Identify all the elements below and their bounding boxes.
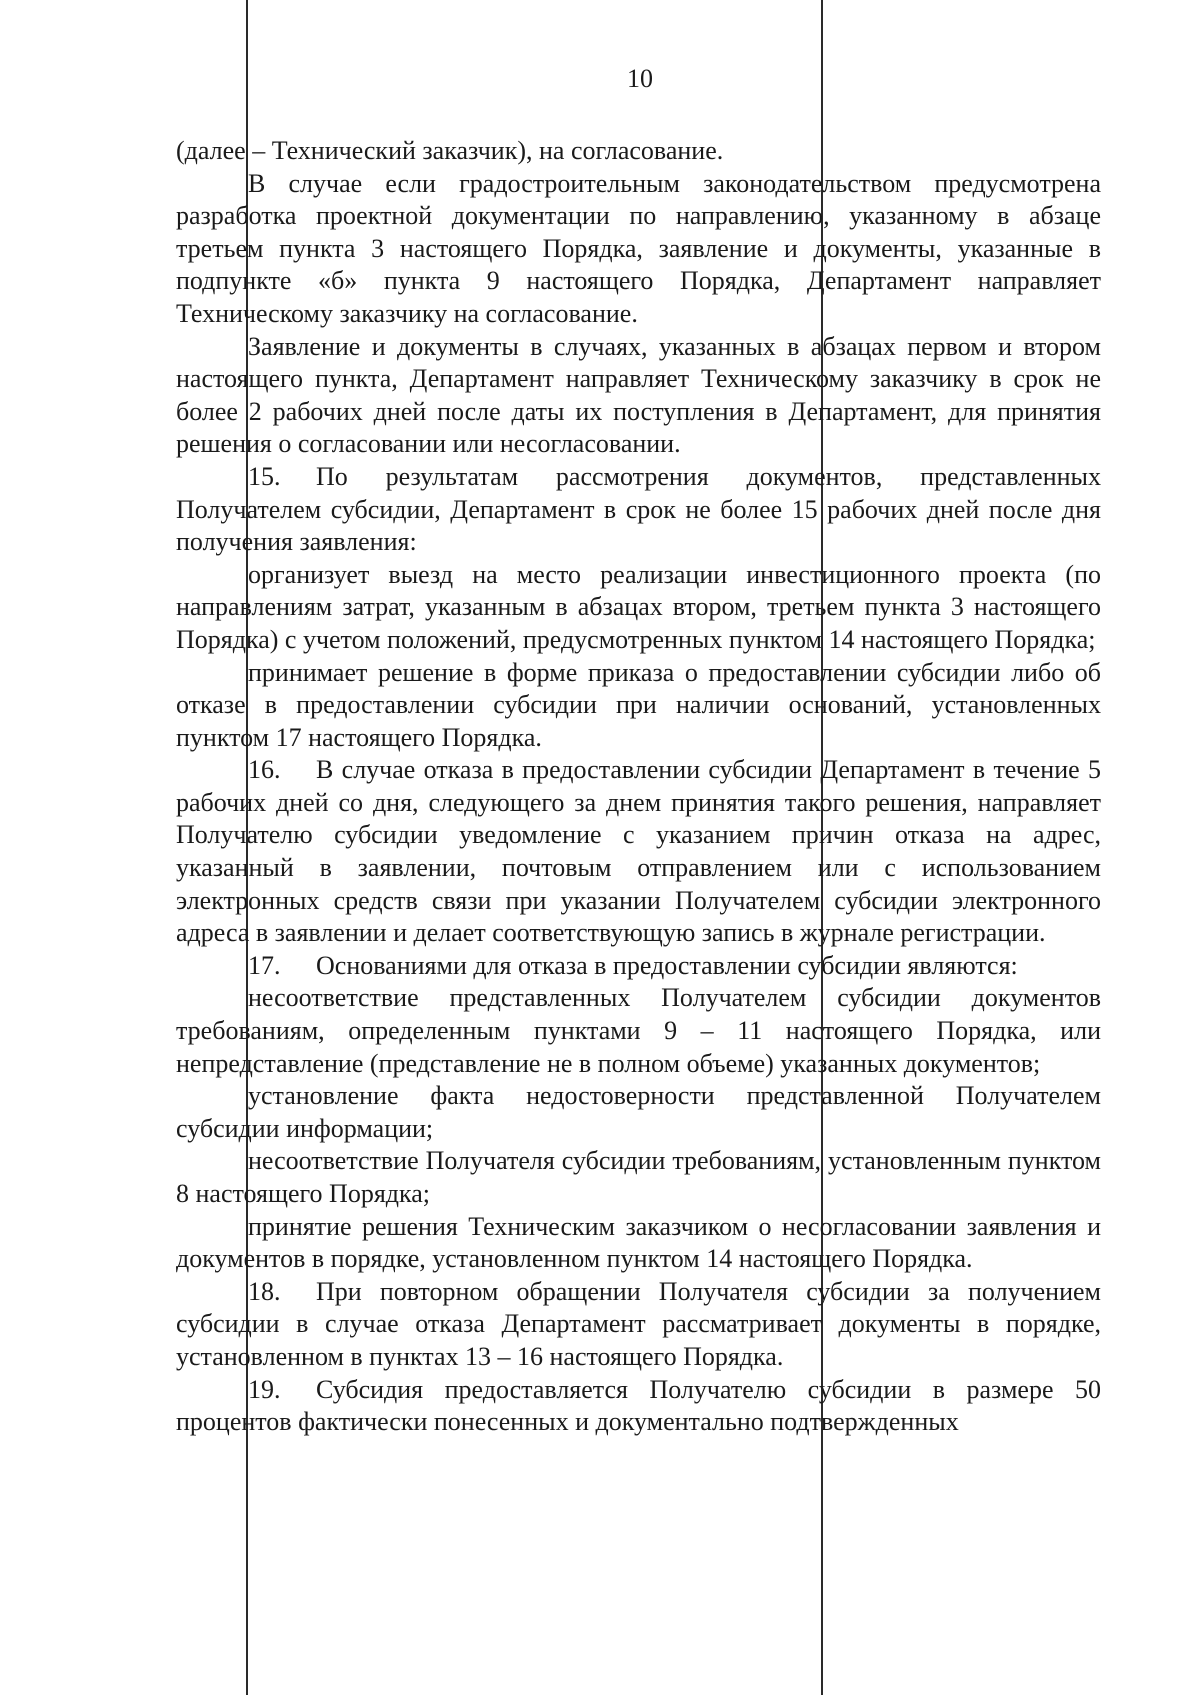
paragraph-text: По результатам рассмотрения документов, представленных Получателем субсидии, Департамент в срок не более 15 рабочих дней после дня получения заявления:: [176, 461, 1101, 557]
paragraph-number: 17.: [248, 950, 281, 980]
document-body: [176, 135, 1101, 1439]
paragraph-text: принимает решение в форме приказа о предоставлении субсидии либо об отказе в предоставлении субсидии при наличии оснований, установленных пунктом 17 настоящего Порядка.: [176, 657, 1101, 752]
paragraph: [176, 559, 1101, 657]
paragraph: [176, 1080, 1101, 1145]
paragraph-number: 19.: [248, 1374, 281, 1404]
paragraph: [176, 657, 1101, 755]
paragraph-text: (далее – Технический заказчик), на согласование.: [176, 136, 724, 165]
paragraph: [176, 331, 1101, 461]
paragraph: [176, 950, 1101, 983]
paragraph-number: 15.: [248, 461, 281, 491]
paragraph: [176, 135, 1101, 168]
paragraph: [176, 982, 1101, 1080]
paragraph-number: 18.: [248, 1276, 281, 1306]
paragraph: [176, 461, 1101, 559]
paragraph-text: Основаниями для отказа в предоставлении субсидии являются:: [316, 950, 1018, 980]
paragraph: [176, 168, 1101, 331]
paragraph: [176, 1211, 1101, 1276]
paragraph-text: При повторном обращении Получателя субсидии за получением субсидии в случае отказа Департамент рассматривает документы в порядке, установленном в пунктах 13 – 16 настоящего Порядка.: [176, 1276, 1101, 1371]
page-number: 10: [627, 64, 653, 93]
paragraph-text: несоответствие Получателя субсидии требованиям, установленным пунктом 8 настоящего Порядка;: [176, 1146, 1101, 1208]
paragraph-text: Заявление и документы в случаях, указанных в абзацах первом и втором настоящего пункта, Департамент направляет Техническому заказчику в срок не более 2 рабочих дней после даты их поступления в Департамент, для принятия решения о согласовании или несогласовании.: [176, 331, 1101, 459]
paragraph-text: несоответствие представленных Получателем субсидии документов требованиям, определенным пунктами 9 – 11 настоящего Порядка, или непредставление (представление не в полном объеме) указанных документов;: [176, 983, 1101, 1078]
paragraph-text: организует выезд на место реализации инвестиционного проекта (по направлениям затрат, указанным в абзацах втором, третьем пункта 3 настоящего Порядка) с учетом положений, предусмотренных пунктом 14 настоящего Порядка;: [176, 559, 1101, 654]
paragraph: [176, 1145, 1101, 1210]
paragraph-text: Субсидия предоставляется Получателю субсидии в размере 50 процентов фактически понесенных и документально подтвержденных: [176, 1374, 1101, 1437]
paragraph-text: установление факта недостоверности представленной Получателем субсидии информации;: [176, 1081, 1101, 1143]
paragraph-number: 16.: [248, 755, 281, 785]
paragraph: [176, 1276, 1101, 1374]
paragraph: [176, 754, 1101, 950]
paragraph: [176, 1374, 1101, 1439]
paragraph-text: принятие решения Техническим заказчиком о несогласовании заявления и документов в порядке, установленном пунктом 14 настоящего Порядка.: [176, 1211, 1101, 1274]
paragraph-text: В случае если градостроительным законодательством предусмотрена разработка проектной документации по направлению, указанному в абзаце третьем пункта 3 настоящего Порядка, заявление и документы, указанные в подпункте «б» пункта 9 настоящего Порядка, Департамент направляет Техническому заказчику на согласование.: [176, 168, 1101, 328]
paragraph-text: В случае отказа в предоставлении субсидии Департамент в течение 5 рабочих дней со дня, следующего за днем принятия такого решения, направляет Получателю субсидии уведомление с указанием причин отказа на адрес, указанный в заявлении, почтовым отправлением или с использованием электронных средств связи при указании Получателем субсидии электронного адреса в заявлении и делает соответствующую запись в журнале регистрации.: [176, 755, 1101, 948]
